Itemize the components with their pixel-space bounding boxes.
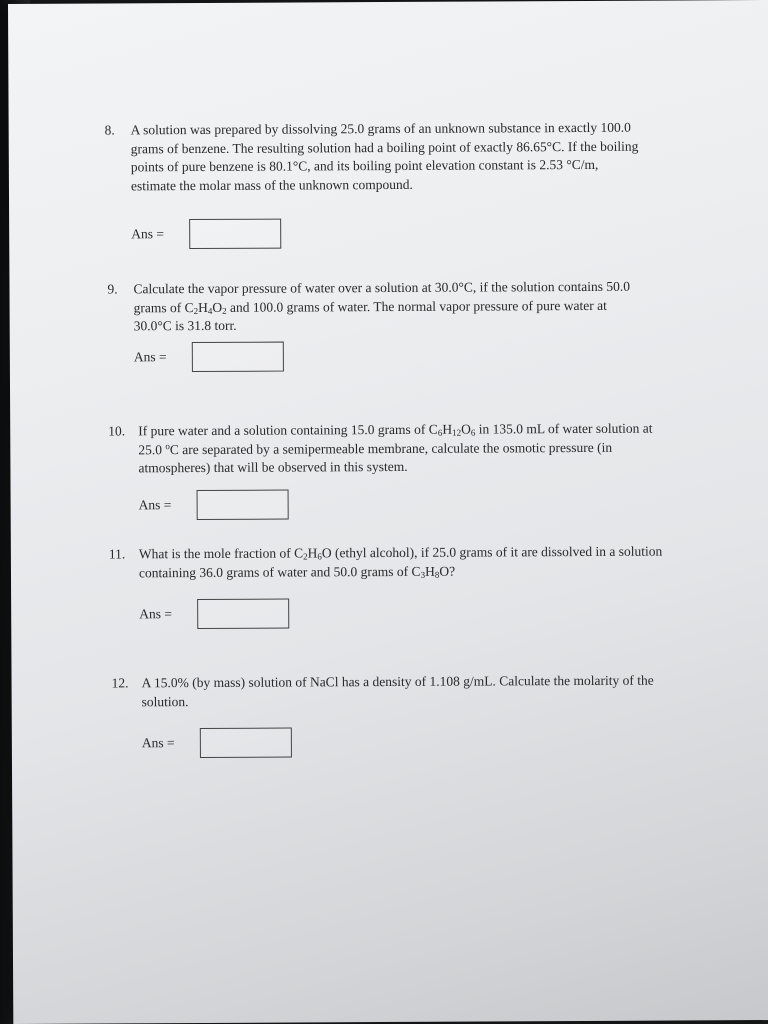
answer-box[interactable] bbox=[197, 599, 289, 629]
answer-row bbox=[142, 726, 292, 761]
answer-label: Ans = bbox=[141, 734, 175, 751]
answer-label: Ans = bbox=[139, 605, 172, 622]
question-text: A solution was prepared by dissolving 25.0 grams of an unknown substance in exactly 100.0 grams of benzene. The resulting solution had a boiling point of exactly 86.65°C. If the boiling points of pure benzene is 80.1°C, and its boiling point elevation constant is 2.53 °C/m, estimate the molar mass of the unknown compound. bbox=[130, 119, 639, 193]
answer-row bbox=[139, 488, 289, 523]
answer-box[interactable] bbox=[189, 219, 281, 249]
question-text: Calculate the vapor pressure of water over a solution at 30.0°C, if the solution contains 50.0 grams of $C_2H_4O_2$ and 100.0 grams of water. The normal vapor pressure of pure water at 30.0°C is 31.8 torr. bbox=[133, 278, 631, 334]
answer-box[interactable] bbox=[192, 342, 284, 372]
answer-label: Ans = bbox=[131, 225, 164, 242]
answer-row bbox=[134, 340, 284, 375]
answer-box[interactable] bbox=[197, 490, 289, 520]
answer-label: Ans = bbox=[133, 348, 167, 365]
worksheet-page bbox=[8, 0, 768, 1024]
question-text: A 15.0% (by mass) solution of NaCl has a density of 1.108 g/mL. Calculate the molarity of the solution. bbox=[141, 672, 654, 709]
question-text: If pure water and a solution containing 15.0 grams of $C_6H_{12}O_6$ in 135.0 mL of water solution at 25.0 $^o$C are separated by a semipermeable membrane, calculate the osmotic pressure (in atmospheres) that will be observed in this system. bbox=[138, 420, 653, 476]
question-number: 8. bbox=[104, 122, 115, 138]
chemical-formula: $C_6H_{12}O_6$ bbox=[428, 421, 476, 438]
question-number: 11. bbox=[108, 546, 126, 562]
question-number: 9. bbox=[107, 281, 118, 297]
question-number: 12. bbox=[111, 675, 129, 691]
answer-row bbox=[139, 597, 289, 632]
answer-row bbox=[131, 217, 281, 252]
chemical-formula: $C_2H_4O_2$ bbox=[184, 299, 227, 316]
chemical-formula: $C_3H_8O$ bbox=[411, 563, 450, 580]
question-number: 10. bbox=[108, 423, 126, 439]
answer-label: Ans = bbox=[138, 496, 172, 513]
question-text: What is the mole fraction of $C_2H_6O$ (ethyl alcohol), if 25.0 grams of it are dissolved in a solution containing 36.0 grams of water and 50.0 grams of $C_3H_8O$? bbox=[138, 543, 663, 580]
answer-box[interactable] bbox=[200, 728, 292, 758]
chemical-formula: $C_2H_6O$ bbox=[294, 545, 332, 562]
